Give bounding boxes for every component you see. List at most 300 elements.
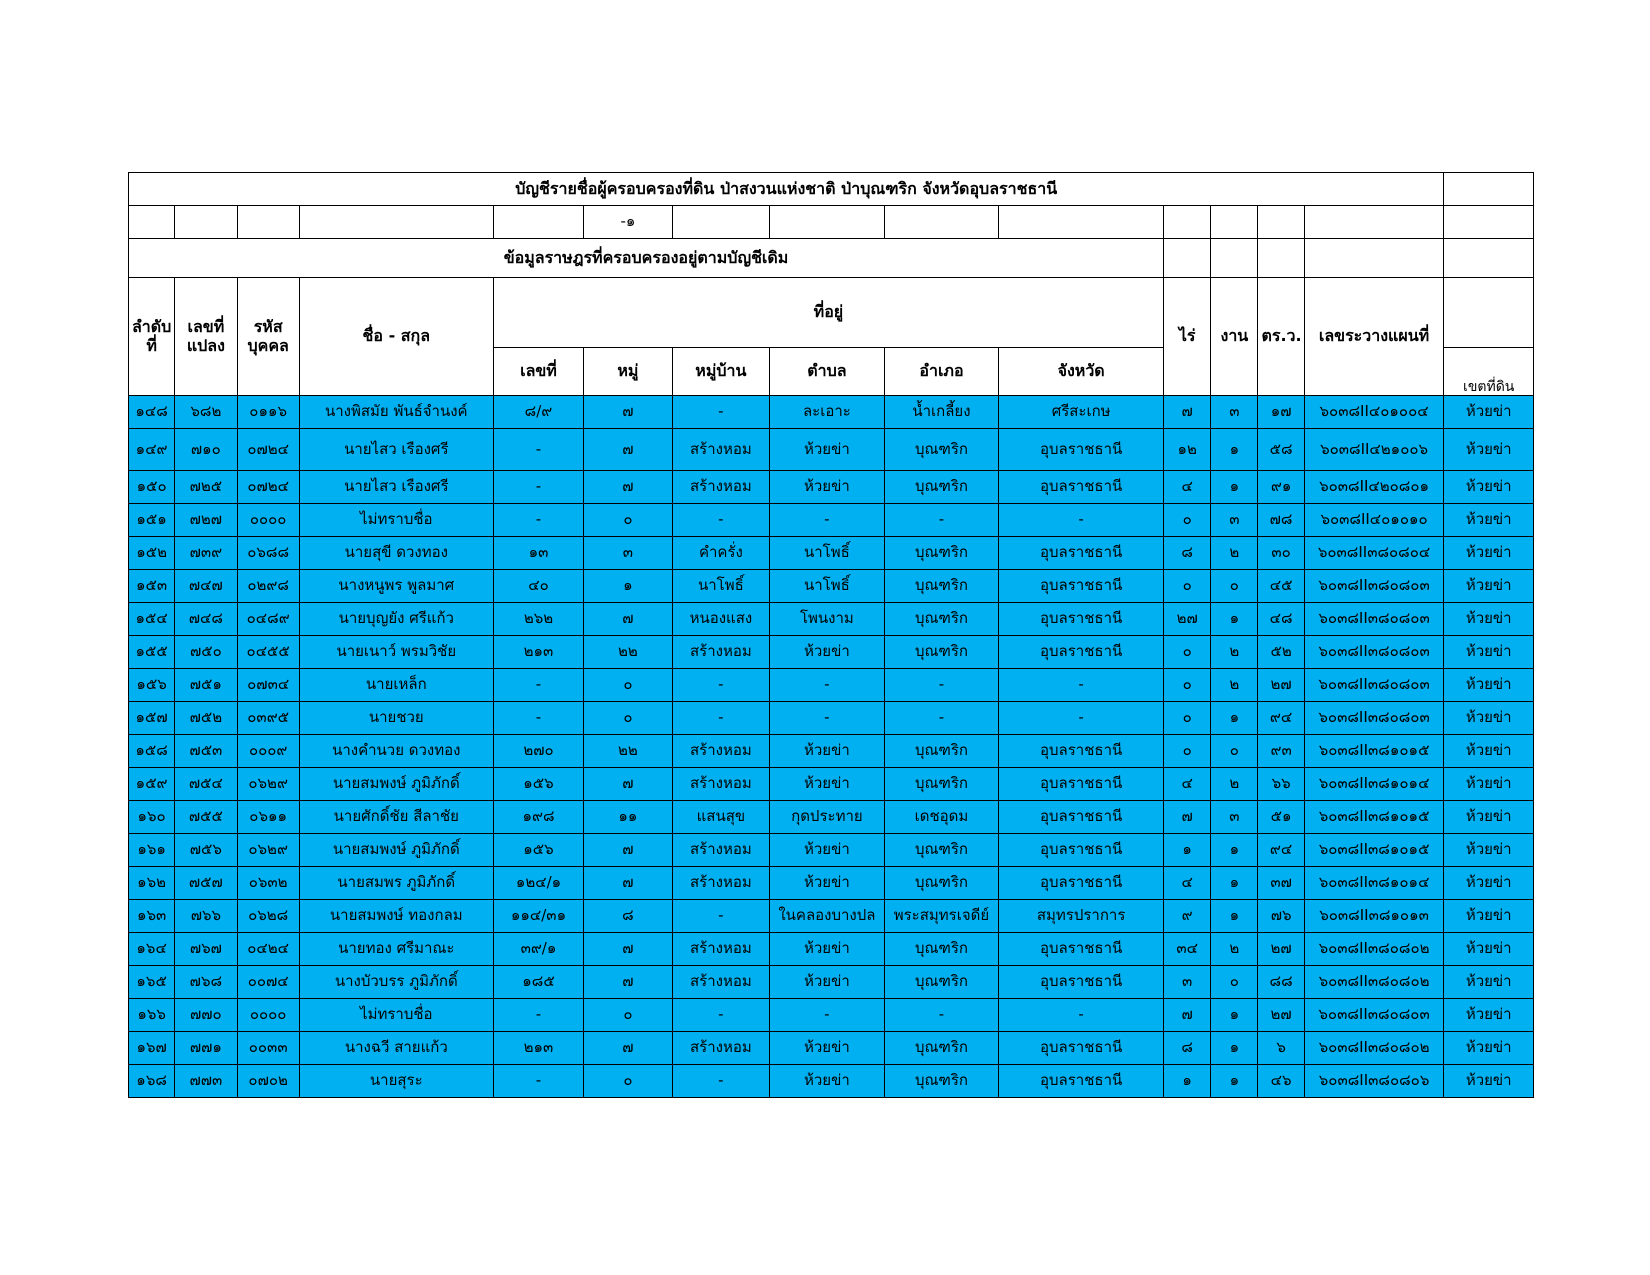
title-row [129, 173, 1534, 206]
header-person-code: รหัสบุคคล [237, 278, 299, 396]
page-number: -๑ [584, 206, 672, 239]
cell-rai: ๘ [1164, 1032, 1211, 1065]
cell-house-no: ๑๓ [493, 537, 583, 570]
cell-ngan: ๑ [1211, 999, 1258, 1032]
cell-plot: ๗๕๓ [175, 735, 237, 768]
cell-land-zone: ห้วยข่า [1444, 1065, 1534, 1098]
cell-village: - [672, 900, 769, 933]
cell-amphoe: บุณฑริก [884, 429, 999, 471]
cell-tambon: - [770, 999, 885, 1032]
cell-village: สร้างหอม [672, 429, 769, 471]
table-row [129, 735, 1534, 768]
cell-rai: ๑ [1164, 834, 1211, 867]
table-row [129, 504, 1534, 537]
cell-ngan: ๒ [1211, 768, 1258, 801]
cell-province: อุบลราชธานี [999, 429, 1164, 471]
table-row [129, 669, 1534, 702]
cell-ngan: ๑ [1211, 1065, 1258, 1098]
cell-ngan: ๐ [1211, 570, 1258, 603]
cell-ngan: ๐ [1211, 966, 1258, 999]
cell-moo: ๗ [584, 966, 672, 999]
cell-map-sheet: ๖๐๓๘II๓๘๐๘๐๓ [1304, 669, 1444, 702]
cell-amphoe: บุณฑริก [884, 1032, 999, 1065]
table-row [129, 801, 1534, 834]
cell-rai: ๐ [1164, 669, 1211, 702]
cell-sqwa: ๙๓ [1258, 735, 1304, 768]
table-row [129, 999, 1534, 1032]
cell-person-code: ๐๗๐๒ [237, 1065, 299, 1098]
table-row [129, 933, 1534, 966]
cell-moo: ๒๒ [584, 636, 672, 669]
cell-seq: ๑๕๓ [129, 570, 175, 603]
cell-seq: ๑๕๔ [129, 603, 175, 636]
cell-rai: ๐ [1164, 702, 1211, 735]
cell-name: นางบัวบรร ภูมิภักดิ์ [299, 966, 493, 999]
cell-house-no: - [493, 999, 583, 1032]
cell-ngan: ๓ [1211, 801, 1258, 834]
cell-seq: ๑๕๘ [129, 735, 175, 768]
cell-house-no: ๒๑๓ [493, 1032, 583, 1065]
cell-land-zone: ห้วยข่า [1444, 999, 1534, 1032]
cell-amphoe: บุณฑริก [884, 471, 999, 504]
header-rai: ไร่ [1164, 278, 1211, 396]
cell-seq: ๑๕๐ [129, 471, 175, 504]
cell-land-zone: ห้วยข่า [1444, 966, 1534, 999]
cell-tambon: ห้วยข่า [770, 471, 885, 504]
cell-name: นางหนูพร พูลมาศ [299, 570, 493, 603]
cell-land-zone: ห้วยข่า [1444, 603, 1534, 636]
cell-sqwa: ๒๗ [1258, 933, 1304, 966]
cell-sqwa: ๕๒ [1258, 636, 1304, 669]
cell-land-zone: ห้วยข่า [1444, 429, 1534, 471]
cell-ngan: ๓ [1211, 396, 1258, 429]
header-tambon: ตำบล [770, 348, 885, 396]
header-house-no: เลขที่ [493, 348, 583, 396]
table-row [129, 1032, 1534, 1065]
cell-rai: ๐ [1164, 570, 1211, 603]
cell-tambon: ห้วยข่า [770, 768, 885, 801]
table-row [129, 768, 1534, 801]
cell-province: อุบลราชธานี [999, 768, 1164, 801]
cell-amphoe: บุณฑริก [884, 570, 999, 603]
cell-sqwa: ๕๑ [1258, 801, 1304, 834]
cell-name: นายสุขี ดวงทอง [299, 537, 493, 570]
cell-moo: ๗ [584, 603, 672, 636]
cell-plot: ๗๕๒ [175, 702, 237, 735]
cell-amphoe: บุณฑริก [884, 867, 999, 900]
cell-seq: ๑๖๘ [129, 1065, 175, 1098]
cell-amphoe: บุณฑริก [884, 768, 999, 801]
cell-sqwa: ๓๗ [1258, 867, 1304, 900]
cell-amphoe: บุณฑริก [884, 636, 999, 669]
cell-seq: ๑๕๒ [129, 537, 175, 570]
cell-rai: ๓ [1164, 966, 1211, 999]
cell-name: นายศักดิ์ชัย สีลาชัย [299, 801, 493, 834]
cell-seq: ๑๖๓ [129, 900, 175, 933]
cell-map-sheet: ๖๐๓๘II๓๘๐๘๐๒ [1304, 966, 1444, 999]
cell-name: นายเหล็ก [299, 669, 493, 702]
cell-land-zone: ห้วยข่า [1444, 735, 1534, 768]
cell-person-code: ๐๖๓๒ [237, 867, 299, 900]
cell-person-code: ๐๖๒๙ [237, 834, 299, 867]
cell-rai: ๔ [1164, 867, 1211, 900]
cell-house-no: ๓๙/๑ [493, 933, 583, 966]
cell-person-code: ๐๒๙๘ [237, 570, 299, 603]
cell-rai: ๒๗ [1164, 603, 1211, 636]
cell-seq: ๑๕๖ [129, 669, 175, 702]
cell-map-sheet: ๖๐๓๘II๓๘๐๘๐๖ [1304, 1065, 1444, 1098]
cell-tambon: โพนงาม [770, 603, 885, 636]
cell-rai: ๘ [1164, 537, 1211, 570]
cell-tambon: ห้วยข่า [770, 933, 885, 966]
cell-province: - [999, 702, 1164, 735]
cell-plot: ๖๘๒ [175, 396, 237, 429]
cell-person-code: ๐๗๒๔ [237, 429, 299, 471]
cell-name: นางพิสมัย พันธ์จำนงค์ [299, 396, 493, 429]
cell-plot: ๗๖๖ [175, 900, 237, 933]
cell-land-zone: ห้วยข่า [1444, 1032, 1534, 1065]
cell-sqwa: ๗๘ [1258, 504, 1304, 537]
table-row [129, 471, 1534, 504]
cell-land-zone: ห้วยข่า [1444, 933, 1534, 966]
cell-land-zone: ห้วยข่า [1444, 669, 1534, 702]
cell-province: อุบลราชธานี [999, 966, 1164, 999]
cell-map-sheet: ๖๐๓๘II๓๘๐๘๐๒ [1304, 933, 1444, 966]
cell-amphoe: บุณฑริก [884, 735, 999, 768]
cell-ngan: ๑ [1211, 867, 1258, 900]
cell-tambon: ห้วยข่า [770, 636, 885, 669]
cell-land-zone: ห้วยข่า [1444, 768, 1534, 801]
cell-plot: ๗๖๗ [175, 933, 237, 966]
header-moo: หมู่ [584, 348, 672, 396]
cell-moo: ๘ [584, 900, 672, 933]
cell-tambon: กุดประทาย [770, 801, 885, 834]
cell-seq: ๑๔๙ [129, 429, 175, 471]
cell-person-code: ๐๐๓๓ [237, 1032, 299, 1065]
cell-ngan: ๑ [1211, 471, 1258, 504]
cell-map-sheet: ๖๐๓๘II๔๒๐๘๐๑ [1304, 471, 1444, 504]
cell-house-no: ๒๖๒ [493, 603, 583, 636]
cell-house-no: - [493, 471, 583, 504]
cell-sqwa: ๙๑ [1258, 471, 1304, 504]
cell-map-sheet: ๖๐๓๘II๓๘๐๘๐๔ [1304, 537, 1444, 570]
cell-person-code: ๐๐๗๔ [237, 966, 299, 999]
cell-name: นายบุญยัง ศรีแก้ว [299, 603, 493, 636]
cell-seq: ๑๕๕ [129, 636, 175, 669]
cell-plot: ๗๕๖ [175, 834, 237, 867]
cell-tambon: นาโพธิ์ [770, 537, 885, 570]
cell-tambon: - [770, 669, 885, 702]
cell-name: นายสมพร ภูมิภักดิ์ [299, 867, 493, 900]
cell-land-zone: ห้วยข่า [1444, 900, 1534, 933]
cell-province: อุบลราชธานี [999, 933, 1164, 966]
cell-plot: ๗๗๐ [175, 999, 237, 1032]
cell-amphoe: บุณฑริก [884, 933, 999, 966]
cell-map-sheet: ๖๐๓๘II๓๘๐๘๐๓ [1304, 702, 1444, 735]
cell-moo: ๐ [584, 702, 672, 735]
cell-tambon: ห้วยข่า [770, 966, 885, 999]
cell-amphoe: - [884, 669, 999, 702]
cell-map-sheet: ๖๐๓๘II๓๘๑๐๑๔ [1304, 768, 1444, 801]
cell-ngan: ๑ [1211, 429, 1258, 471]
cell-sqwa: ๖ [1258, 1032, 1304, 1065]
cell-plot: ๗๕๐ [175, 636, 237, 669]
header-plot: เลขที่แปลง [175, 278, 237, 396]
cell-moo: ๗ [584, 471, 672, 504]
cell-ngan: ๒ [1211, 636, 1258, 669]
table-row [129, 603, 1534, 636]
cell-sqwa: ๘๘ [1258, 966, 1304, 999]
cell-map-sheet: ๖๐๓๘II๓๘๑๐๑๓ [1304, 900, 1444, 933]
cell-land-zone: ห้วยข่า [1444, 867, 1534, 900]
cell-sqwa: ๕๘ [1258, 429, 1304, 471]
cell-map-sheet: ๖๐๓๘II๔๐๑๐๐๔ [1304, 396, 1444, 429]
cell-village: นาโพธิ์ [672, 570, 769, 603]
cell-province: สมุทรปราการ [999, 900, 1164, 933]
cell-name: นายทอง ศรีมาณะ [299, 933, 493, 966]
cell-person-code: ๐๐๐๙ [237, 735, 299, 768]
cell-amphoe: บุณฑริก [884, 834, 999, 867]
table-row [129, 702, 1534, 735]
cell-person-code: ๐๗๓๔ [237, 669, 299, 702]
cell-province: อุบลราชธานี [999, 1065, 1164, 1098]
document-title: บัญชีรายชื่อผู้ครอบครองที่ดิน ป่าสงวนแห่งชาติ ป่าบุณฑริก จังหวัดอุบลราชธานี [129, 173, 1444, 206]
cell-moo: ๐ [584, 669, 672, 702]
table-row [129, 537, 1534, 570]
cell-person-code: ๐๑๑๖ [237, 396, 299, 429]
cell-moo: ๗ [584, 834, 672, 867]
cell-province: อุบลราชธานี [999, 471, 1164, 504]
cell-village: สร้างหอม [672, 966, 769, 999]
cell-ngan: ๓ [1211, 504, 1258, 537]
cell-village: สร้างหอม [672, 933, 769, 966]
cell-village: คำครั่ง [672, 537, 769, 570]
page-number-row [129, 206, 1534, 239]
cell-village: สร้างหอม [672, 867, 769, 900]
header-sqwa: ตร.ว. [1258, 278, 1304, 396]
cell-plot: ๗๒๕ [175, 471, 237, 504]
cell-ngan: ๒ [1211, 933, 1258, 966]
cell-moo: ๗ [584, 396, 672, 429]
cell-seq: ๑๕๗ [129, 702, 175, 735]
cell-map-sheet: ๖๐๓๘II๔๐๑๐๑๐ [1304, 504, 1444, 537]
cell-province: อุบลราชธานี [999, 636, 1164, 669]
group-heading: ข้อมูลราษฎรที่ครอบครองอยู่ตามบัญชีเดิม [129, 239, 1164, 278]
cell-province: ศรีสะเกษ [999, 396, 1164, 429]
cell-amphoe: - [884, 504, 999, 537]
cell-seq: ๑๕๑ [129, 504, 175, 537]
cell-map-sheet: ๖๐๓๘II๓๘๑๐๑๔ [1304, 867, 1444, 900]
cell-seq: ๑๖๖ [129, 999, 175, 1032]
cell-village: แสนสุข [672, 801, 769, 834]
cell-amphoe: - [884, 999, 999, 1032]
cell-tambon: ห้วยข่า [770, 1032, 885, 1065]
table-row [129, 834, 1534, 867]
cell-land-zone: ห้วยข่า [1444, 396, 1534, 429]
cell-tambon: ห้วยข่า [770, 867, 885, 900]
cell-tambon: ในคลองบางปล [770, 900, 885, 933]
cell-ngan: ๑ [1211, 900, 1258, 933]
cell-land-zone: ห้วยข่า [1444, 537, 1534, 570]
cell-sqwa: ๒๗ [1258, 999, 1304, 1032]
cell-name: นายสมพงษ์ ภูมิภักดิ์ [299, 834, 493, 867]
cell-name: นางฉวี สายแก้ว [299, 1032, 493, 1065]
cell-plot: ๗๕๑ [175, 669, 237, 702]
cell-house-no: - [493, 669, 583, 702]
cell-map-sheet: ๖๐๓๘II๓๘๑๐๑๕ [1304, 801, 1444, 834]
cell-province: - [999, 669, 1164, 702]
cell-land-zone: ห้วยข่า [1444, 801, 1534, 834]
cell-name: นายไสว เรืองศรี [299, 429, 493, 471]
cell-house-no: - [493, 702, 583, 735]
cell-seq: ๑๔๘ [129, 396, 175, 429]
cell-person-code: ๐๖๑๑ [237, 801, 299, 834]
cell-person-code: ๐๔๘๙ [237, 603, 299, 636]
cell-village: - [672, 504, 769, 537]
cell-province: อุบลราชธานี [999, 603, 1164, 636]
cell-ngan: ๐ [1211, 735, 1258, 768]
cell-tambon: ห้วยข่า [770, 834, 885, 867]
cell-village: - [672, 396, 769, 429]
cell-moo: ๐ [584, 504, 672, 537]
cell-house-no: - [493, 1065, 583, 1098]
cell-tambon: ละเอาะ [770, 396, 885, 429]
cell-person-code: ๐๖๒๙ [237, 768, 299, 801]
cell-rai: ๗ [1164, 999, 1211, 1032]
cell-province: อุบลราชธานี [999, 735, 1164, 768]
header-amphoe: อำเภอ [884, 348, 999, 396]
cell-sqwa: ๗๖ [1258, 900, 1304, 933]
cell-name: ไม่ทราบชื่อ [299, 504, 493, 537]
cell-amphoe: เดชอุดม [884, 801, 999, 834]
table-row [129, 636, 1534, 669]
cell-house-no: ๑๘๕ [493, 966, 583, 999]
cell-province: อุบลราชธานี [999, 537, 1164, 570]
cell-village: สร้างหอม [672, 735, 769, 768]
cell-amphoe: น้ำเกลี้ยง [884, 396, 999, 429]
cell-moo: ๑๑ [584, 801, 672, 834]
header-seq: ลำดับที่ [129, 278, 175, 396]
header-ngan: งาน [1211, 278, 1258, 396]
cell-land-zone: ห้วยข่า [1444, 471, 1534, 504]
cell-rai: ๔ [1164, 768, 1211, 801]
group-heading-row [129, 239, 1534, 278]
cell-village: หนองแสง [672, 603, 769, 636]
cell-village: สร้างหอม [672, 768, 769, 801]
cell-sqwa: ๖๖ [1258, 768, 1304, 801]
cell-moo: ๗ [584, 1032, 672, 1065]
cell-seq: ๑๖๕ [129, 966, 175, 999]
cell-plot: ๗๗๑ [175, 1032, 237, 1065]
header-land-zone: เขตที่ดิน [1444, 348, 1534, 396]
cell-ngan: ๑ [1211, 1032, 1258, 1065]
cell-rai: ๐ [1164, 735, 1211, 768]
table-row [129, 396, 1534, 429]
cell-rai: ๔ [1164, 471, 1211, 504]
cell-province: อุบลราชธานี [999, 1032, 1164, 1065]
cell-name: นายสมพงษ์ ทองกลม [299, 900, 493, 933]
cell-land-zone: ห้วยข่า [1444, 702, 1534, 735]
cell-moo: ๐ [584, 999, 672, 1032]
cell-house-no: - [493, 429, 583, 471]
cell-ngan: ๑ [1211, 834, 1258, 867]
cell-moo: ๓ [584, 537, 672, 570]
header-row-1 [129, 278, 1534, 348]
cell-village: สร้างหอม [672, 636, 769, 669]
cell-map-sheet: ๖๐๓๘II๔๒๑๐๐๖ [1304, 429, 1444, 471]
cell-house-no: ๒๑๓ [493, 636, 583, 669]
cell-province: อุบลราชธานี [999, 867, 1164, 900]
cell-moo: ๐ [584, 1065, 672, 1098]
cell-seq: ๑๖๑ [129, 834, 175, 867]
cell-map-sheet: ๖๐๓๘II๓๘๐๘๐๒ [1304, 1032, 1444, 1065]
cell-map-sheet: ๖๐๓๘II๓๘๑๐๑๕ [1304, 834, 1444, 867]
cell-house-no: ๑๕๖ [493, 768, 583, 801]
cell-name: นายไสว เรืองศรี [299, 471, 493, 504]
cell-house-no: ๘/๙ [493, 396, 583, 429]
header-map-sheet: เลขระวางแผนที่ [1304, 278, 1444, 396]
cell-village: สร้างหอม [672, 1032, 769, 1065]
land-holder-table [128, 172, 1534, 1098]
cell-plot: ๗๖๘ [175, 966, 237, 999]
cell-rai: ๑ [1164, 1065, 1211, 1098]
cell-village: สร้างหอม [672, 834, 769, 867]
cell-person-code: ๐๔๕๕ [237, 636, 299, 669]
table-row [129, 429, 1534, 471]
cell-village: - [672, 1065, 769, 1098]
cell-plot: ๗๕๗ [175, 867, 237, 900]
cell-house-no: ๒๗๐ [493, 735, 583, 768]
cell-village: - [672, 702, 769, 735]
cell-plot: ๗๔๘ [175, 603, 237, 636]
cell-plot: ๗๗๓ [175, 1065, 237, 1098]
header-name: ชื่อ - สกุล [299, 278, 493, 396]
cell-person-code: ๐๗๒๔ [237, 471, 299, 504]
cell-sqwa: ๑๗ [1258, 396, 1304, 429]
cell-name: นางคำนวย ดวงทอง [299, 735, 493, 768]
cell-tambon: - [770, 504, 885, 537]
cell-name: ไม่ทราบชื่อ [299, 999, 493, 1032]
cell-land-zone: ห้วยข่า [1444, 636, 1534, 669]
cell-moo: ๗ [584, 768, 672, 801]
header-address: ที่อยู่ [493, 278, 1163, 348]
cell-amphoe: - [884, 702, 999, 735]
cell-moo: ๑ [584, 570, 672, 603]
cell-house-no: ๑๙๘ [493, 801, 583, 834]
cell-plot: ๗๓๙ [175, 537, 237, 570]
cell-moo: ๗ [584, 933, 672, 966]
cell-seq: ๑๖๔ [129, 933, 175, 966]
cell-ngan: ๒ [1211, 669, 1258, 702]
cell-province: อุบลราชธานี [999, 834, 1164, 867]
cell-person-code: ๐๖๘๘ [237, 537, 299, 570]
cell-amphoe: บุณฑริก [884, 1065, 999, 1098]
cell-land-zone: ห้วยข่า [1444, 504, 1534, 537]
cell-sqwa: ๙๔ [1258, 702, 1304, 735]
cell-house-no: ๑๒๔/๑ [493, 867, 583, 900]
cell-house-no: ๔๐ [493, 570, 583, 603]
table-row [129, 867, 1534, 900]
cell-ngan: ๑ [1211, 603, 1258, 636]
cell-sqwa: ๔๕ [1258, 570, 1304, 603]
cell-rai: ๗ [1164, 801, 1211, 834]
cell-sqwa: ๔๘ [1258, 603, 1304, 636]
cell-land-zone: ห้วยข่า [1444, 834, 1534, 867]
cell-tambon: ห้วยข่า [770, 735, 885, 768]
cell-person-code: ๐๐๐๐ [237, 999, 299, 1032]
cell-rai: ๙ [1164, 900, 1211, 933]
cell-name: นายชวย [299, 702, 493, 735]
